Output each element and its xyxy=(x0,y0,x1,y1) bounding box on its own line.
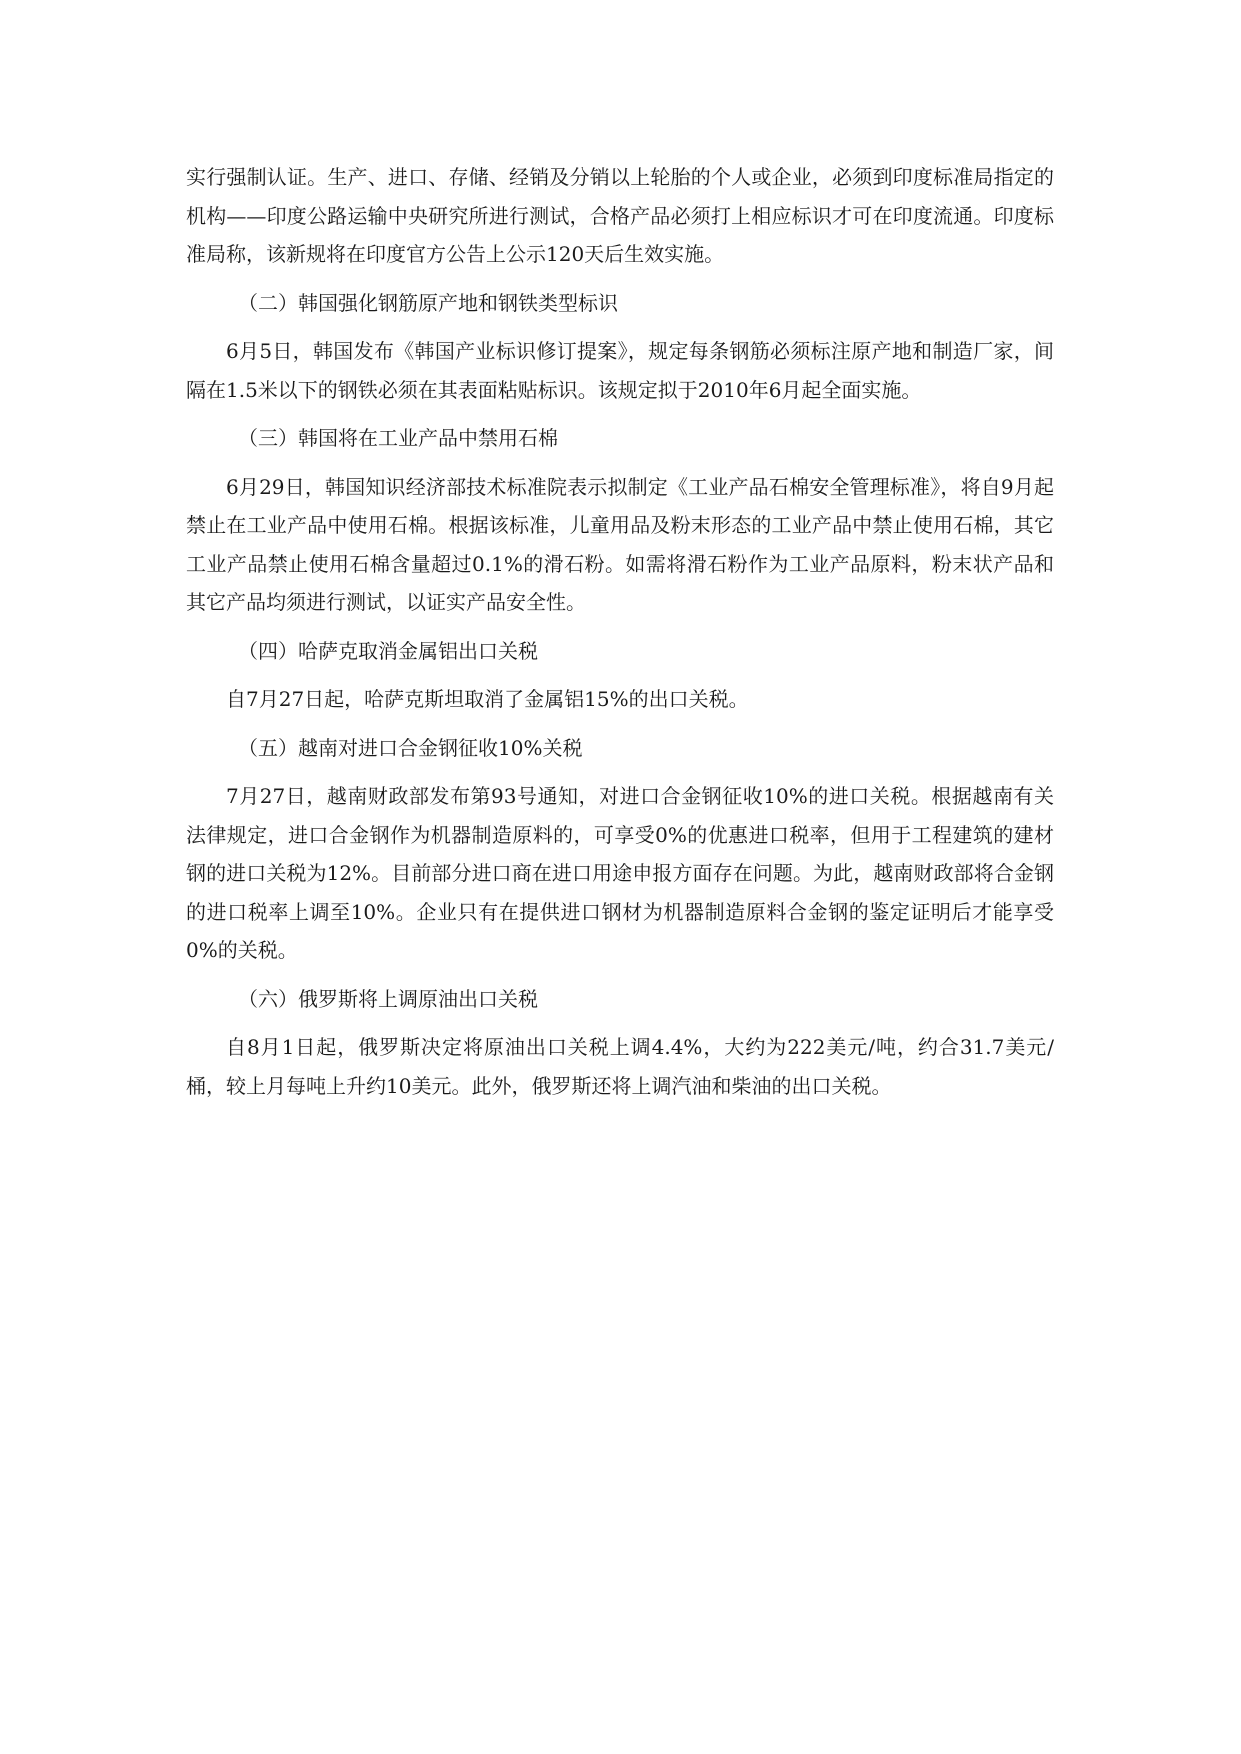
section-heading-vietnam-alloy-steel-tariff: （五）越南对进口合金钢征收10%关税 xyxy=(238,735,583,760)
section-heading-kazakhstan-aluminum-tariff: （四）哈萨克取消金属铝出口关税 xyxy=(238,638,538,663)
paragraph-india-tyre-certification: 实行强制认证。生产、进口、存储、经销及分销以上轮胎的个人或企业，必须到印度标准局指定的机构——印度公路运输中央研究所进行测试，合格产品必须打上相应标识才可在印度流通。印度标准局称，该新规将在印度官方公告上公示120天后生效实施。 xyxy=(186,165,1054,266)
paragraph-korea-asbestos-ban: 6月29日，韩国知识经济部技术标准院表示拟制定《工业产品石棉安全管理标准》，将自9月起禁止在工业产品中使用石棉。根据该标准，儿童用品及粉末形态的工业产品中禁止使用石棉，其它工业产品禁止使用石棉含量超过0.1%的滑石粉。如需将滑石粉作为工业产品原料，粉末状产品和其它产品均须进行测试，以证实产品安全性。 xyxy=(186,474,1054,614)
document-body xyxy=(186,158,1054,1115)
paragraph-kazakhstan-aluminum-tariff: 自7月27日起，哈萨克斯坦取消了金属铝15%的出口关税。 xyxy=(226,687,749,711)
paragraph-vietnam-alloy-steel-tariff: 7月27日，越南财政部发布第93号通知，对进口合金钢征收10%的进口关税。根据越南有关法律规定，进口合金钢作为机器制造原料的，可享受0%的优惠进口税率，但用于工程建筑的建材钢的进口关税为12%。目前部分进口商在进口用途申报方面存在问题。为此，越南财政部将合金钢的进口税率上调至10%。企业只有在提供进口钢材为机器制造原料合金钢的鉴定证明后才能享受0%的关税。 xyxy=(186,784,1054,962)
section-heading-korea-asbestos-ban: （三）韩国将在工业产品中禁用石棉 xyxy=(238,426,558,450)
paragraph-russia-crude-oil-tariff: 自8月1日起，俄罗斯决定将原油出口关税上调4.4%，大约为222美元/吨，约合31.7美元/桶，较上月每吨上升约10美元。此外，俄罗斯还将上调汽油和柴油的出口关税。 xyxy=(186,1035,1054,1098)
section-heading-korea-rebar-labeling: （二）韩国强化钢筋原产地和钢铁类型标识 xyxy=(238,290,618,315)
section-heading-russia-crude-oil-tariff: （六）俄罗斯将上调原油出口关税 xyxy=(238,986,538,1011)
paragraph-korea-rebar-labeling: 6月5日，韩国发布《韩国产业标识修订提案》，规定每条钢筋必须标注原产地和制造厂家，间隔在1.5米以下的钢铁必须在其表面粘贴标识。该规定拟于2010年6月起全面实施。 xyxy=(186,339,1054,402)
